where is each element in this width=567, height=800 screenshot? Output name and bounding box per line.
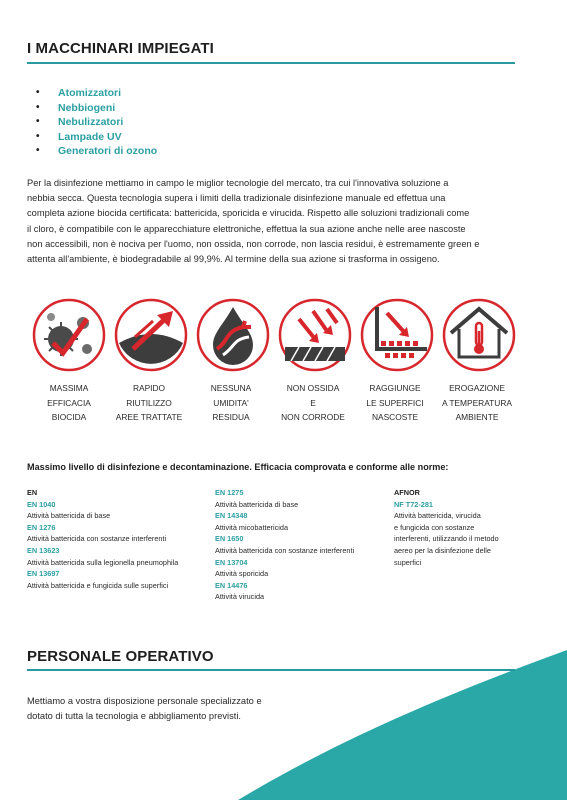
norm-code: EN 14348 <box>215 511 248 521</box>
norm-description: Attività battericida, virucida <box>394 511 481 521</box>
norm-description: Attività battericida con sostanze interferenti <box>215 545 355 555</box>
list-item: • Nebbiogeni <box>36 101 116 114</box>
norm-code: EN 13704 <box>215 557 248 567</box>
staff-section-title: PERSONALE OPERATIVO <box>27 648 214 665</box>
no-corrosion-icon <box>277 297 353 373</box>
norm-group-heading: AFNOR <box>394 488 420 497</box>
feature-icons-row <box>27 297 519 432</box>
feature-label-biocide: MASSIMA EFFICACIA BIOCIDA <box>47 383 91 423</box>
norm-code: EN 14476 <box>215 580 248 590</box>
norm-description: e fungicida con sostanze <box>394 522 475 532</box>
norm-description: Attività virucida <box>215 592 265 602</box>
staff-description: Mettiamo a vostra disposizione personale specializzato e dotato di tutta la tecnologia e abbigliamento previsti. <box>27 696 262 722</box>
norm-description: Attività battericida di base <box>215 499 299 509</box>
norm-code: EN 1275 <box>215 488 244 497</box>
norm-description: Attività battericida di base <box>27 511 111 521</box>
title-divider <box>27 62 515 64</box>
norm-code: EN 1040 <box>27 499 56 509</box>
feature-label-room-temperature: EROGAZIONE A TEMPERATURA AMBIENTE <box>442 383 512 423</box>
norm-description: Attività micobattericida <box>215 522 288 532</box>
norm-code: EN 13697 <box>27 569 60 579</box>
norm-description: aereo per la disinfezione delle <box>394 545 491 555</box>
machines-list <box>36 86 157 159</box>
norm-code: EN 1650 <box>215 534 244 544</box>
no-humidity-icon <box>195 297 271 373</box>
staff-title-divider <box>27 669 515 671</box>
norms-column-en-2 <box>215 487 354 603</box>
feature-label-no-corrosion: NON OSSIDA E NON CORRODE <box>281 383 345 423</box>
norm-description: Attività sporicida <box>215 569 269 579</box>
list-item: • Atomizzatori <box>36 87 121 99</box>
norm-code: EN 13623 <box>27 545 60 555</box>
virus-icon <box>31 297 107 373</box>
fast-reuse-icon <box>113 297 189 373</box>
norms-heading: Massimo livello di disinfezione e decontaminazione. Efficacia comprovata e conforme alle norme: <box>27 462 449 472</box>
list-item: • Nebulizzatori <box>36 116 124 129</box>
norm-group-heading: EN <box>27 488 38 497</box>
feature-label-no-humidity: NESSUNA UMIDITA' RESIDUA <box>210 383 252 423</box>
hidden-surfaces-icon <box>359 297 435 373</box>
technology-description: Per la disinfezione mettiamo in campo le miglior tecnologie del mercato, tra cui l'innovativa soluzione a nebbia secca. Questa tecnologia supera i limiti della tradizionale disinfezione manuale ed effettua una completa azione biocida certificata: battericida, sporicida e virucida. Rispetto alle soluzioni tradizionali come il cloro, è compatibile con le apparecchiature elettroniche, effettua la sua azione anche nelle aree nascoste non accessibili, non è nociva per l'uomo, non ossida, non corrode, non lascia residui, è estremamente green e attenta all'ambiente, è biodegradabile al 99,9%. Al termine della sua azione si trasforma in ossigeno. <box>27 178 480 265</box>
norm-description: Attività battericida con sostanze interferenti <box>27 534 167 544</box>
norm-description: Attività battericida e fungicida sulle superfici <box>27 580 169 590</box>
norm-code: NF T72-281 <box>394 499 433 509</box>
norm-code: EN 1276 <box>27 522 56 532</box>
room-temperature-icon <box>441 297 517 373</box>
norm-description: Attività battericida sulla legionella pneumophila <box>27 557 179 567</box>
list-item: • Generatori di ozono <box>36 145 158 158</box>
machines-section-title: I MACCHINARI IMPIEGATI <box>27 40 214 57</box>
norms-column-afnor <box>394 487 499 568</box>
norm-description: interferenti, utilizzando il metodo <box>394 534 499 544</box>
norm-description: superfici <box>394 557 422 567</box>
feature-label-hidden-surfaces: RAGGIUNGE LE SUPERFICI NASCOSTE <box>366 383 424 423</box>
norms-column-en <box>27 487 178 591</box>
feature-label-fast-reuse: RAPIDO RIUTILIZZO AREE TRATTATE <box>115 383 183 423</box>
list-item: • Lampade UV <box>36 130 122 143</box>
